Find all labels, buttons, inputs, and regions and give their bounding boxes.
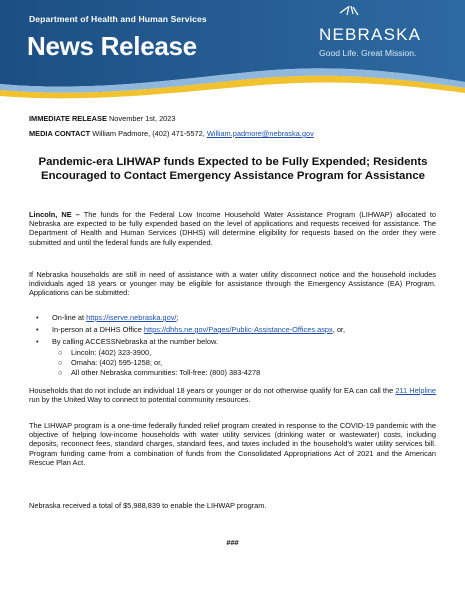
iserve-link[interactable]: https://iserve.nebraska.gov/ (86, 313, 177, 322)
paragraph-intro (29, 210, 436, 247)
contact-email-link[interactable]: William.padmore@nebraska.gov (206, 129, 314, 138)
end-mark: ### (226, 538, 239, 547)
media-contact-line (29, 129, 314, 138)
bullet-icon: • (36, 313, 39, 322)
page-title: News Release (27, 31, 197, 61)
bullet-icon: • (36, 337, 39, 346)
nebraska-logo: NEBRASKA (319, 25, 422, 44)
paragraph-helpline: Households that do not include an individual 18 years or younger or do not otherwise qualify for EA can call the 211 Helpline run by the United Way to connect to potential community resources. (29, 386, 436, 405)
paragraph-program: The LIHWAP program is a one-time federally funded relief program created in response to the COVID-19 pandemic with the objective of helping low-income households with water utility services (drinking water or wastewater) costs, including deposits, reconnect fees, standard charges, standard fees, and taxes included in the household's water utility services bill. Program funding came from a combination of funds from the Consolidated Appropriations Act of 2021 and the American Rescue Plan Act. (29, 421, 436, 467)
brand-tagline: Good Life. Great Mission. (319, 48, 417, 58)
phone-toll-free: ○ All other Nebraska communities: Toll-free: (800) 383-4278 (58, 368, 261, 377)
sub-bullet-icon: ○ (58, 368, 63, 377)
header-banner (0, 0, 465, 100)
dateline: Lincoln, NE – (29, 210, 80, 219)
release-date-line (29, 114, 176, 123)
release-date: November 1st, 2023 (108, 114, 176, 123)
sub-bullet-icon: ○ (58, 358, 63, 367)
phone-lincoln: ○ Lincoln: (402) 323-3900, (58, 348, 152, 357)
paragraph-intro-text: The funds for the Federal Low Income Household Water Assistance Program (LIHWAP) allocated to Nebraska are expected to be fully expended based on the level of applications and requests received for assistance. The Department of Health and Human Services (DHHS) will determine eligibility for requests based on the order they were submitted and until the federal funds are fully expended. (29, 210, 437, 247)
dhhs-offices-link[interactable]: https://dhhs.ne.gov/Pages/Public-Assistance-Offices.aspx (143, 325, 333, 334)
bullet-icon: • (36, 325, 39, 334)
headline: Pandemic-era LIHWAP funds Expected to be Fully Expended; Residents Encouraged to Contact Emergency Assistance Program for Assistance (38, 156, 428, 182)
contact-label: MEDIA CONTACT (29, 129, 91, 138)
department-name: Department of Health and Human Services (29, 14, 207, 24)
phone-omaha: ○ Omaha: (402) 595-1258; or, (58, 358, 163, 367)
bullet-phone: • By calling ACCESSNebraska at the number below. (36, 337, 218, 346)
paragraph-total: Nebraska received a total of $5,988,839 to enable the LIHWAP program. (29, 501, 267, 510)
helpline-link[interactable]: 211 Helpline (395, 386, 436, 395)
sub-bullet-icon: ○ (58, 348, 63, 357)
bullet-in-person: • In-person at a DHHS Office https://dhhs.ne.gov/Pages/Public-Assistance-Offices.aspx, or, (36, 325, 346, 334)
contact-text: William Padmore, (402) 471-5572, (92, 129, 205, 138)
release-label: IMMEDIATE RELEASE (29, 114, 107, 123)
bullet-online: • On-line at https://iserve.nebraska.gov/; (36, 313, 179, 322)
paragraph-eligibility: If Nebraska households are still in need of assistance with a water utility disconnect notice and the household includes individuals aged 18 years or younger may be eligible for assistance through the Emergency Assistance (EA) Program. Applications can be submitted: (29, 270, 436, 298)
